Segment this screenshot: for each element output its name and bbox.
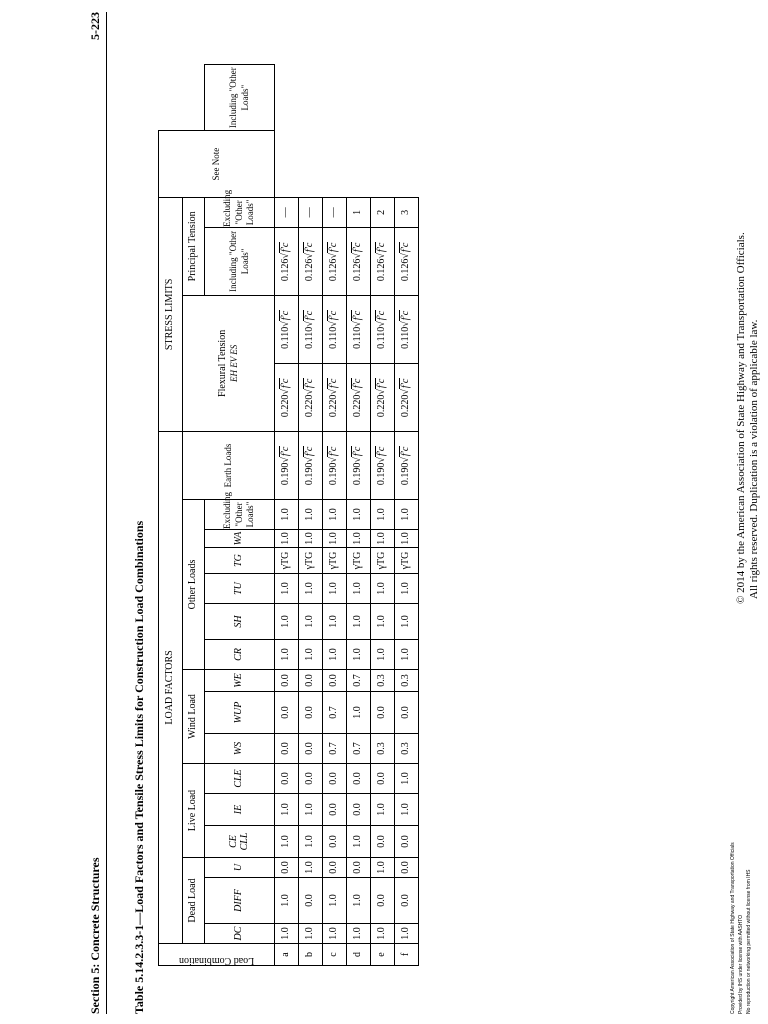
copyright-line-2: All rights reserved. Duplication is a violation of applicable law. [748,319,760,599]
col-header-tu: TU [205,574,275,604]
factor-cell: 0.0 [323,764,347,794]
load-factors-header: LOAD FACTORS [159,431,183,943]
factor-cell: 0.0 [323,794,347,826]
table-row [395,65,419,966]
factor-cell: 0.0 [275,858,299,878]
see-note-header: See Note [159,131,275,197]
live-load-header: Live Load [183,764,205,858]
other-loads-header: Other Loads [183,500,205,670]
stress-col-header-3: Including "Other Loads" [205,65,275,131]
factor-cell: 1.0 [299,530,323,548]
row-id: e [371,944,395,966]
col-header-u: U [205,858,275,878]
factor-cell: 1.0 [347,500,371,530]
factor-cell: 1.0 [299,574,323,604]
stress-cell: 0.110√f′c [275,295,299,363]
col-header-wa: WA [205,530,275,548]
license-line-3: No reproduction or networking permitted without license from IHS [746,869,752,1014]
factor-cell: 1.0 [275,794,299,826]
factor-cell: 0.0 [347,794,371,826]
stress-cell: 0.126√f′c [275,227,299,295]
col-header-diff: DIFF [205,878,275,924]
factor-cell: 1.0 [395,640,419,670]
factor-cell: 0.0 [395,826,419,858]
note-cell: — [323,197,347,227]
factor-cell: 0.7 [347,734,371,764]
col-header-dc: DC [205,924,275,944]
factor-cell: 1.0 [323,500,347,530]
factor-cell: 1.0 [371,500,395,530]
factor-cell: 0.0 [347,858,371,878]
factor-cell: 0.3 [395,670,419,692]
factor-cell: 1.0 [347,640,371,670]
page-number: 5-223 [88,12,102,40]
factor-cell: 1.0 [275,878,299,924]
col-header-tg: TG [205,548,275,574]
factor-cell: 1.0 [323,640,347,670]
factor-cell: 0.0 [299,670,323,692]
factor-cell: 0.0 [275,734,299,764]
factor-cell: 0.3 [371,670,395,692]
stress-cell: 0.190√f′c [395,431,419,499]
table-row [299,65,323,966]
factor-cell: 1.0 [323,878,347,924]
stress-cell: 0.126√f′c [299,227,323,295]
table-row [347,65,371,966]
stress-cell: 0.110√f′c [395,295,419,363]
factor-cell: 1.0 [299,858,323,878]
note-cell: — [299,197,323,227]
factor-cell: 0.0 [299,878,323,924]
factor-cell: 1.0 [395,500,419,530]
stress-cell: 0.110√f′c [347,295,371,363]
stress-cell: 0.190√f′c [299,431,323,499]
dead-load-header: Dead Load [183,858,205,944]
factor-cell: 1.0 [395,794,419,826]
stress-cell: 0.220√f′c [347,363,371,431]
stress-cell: 0.126√f′c [371,227,395,295]
stress-limits-header: STRESS LIMITS [159,197,183,431]
col-header-cr: CR [205,640,275,670]
factor-cell: 1.0 [395,924,419,944]
wind-load-header: Wind Load [183,670,205,764]
col-header-wup: WUP [205,692,275,734]
factor-cell: 1.0 [347,530,371,548]
factor-cell: 0.0 [371,764,395,794]
factor-cell: 1.0 [299,924,323,944]
copyright-line-1: © 2014 by the American Association of State Highway and Transportation Officials. [735,232,747,604]
table-row [323,65,347,966]
license-line-2: Provided by IHS under license with AASHTO [738,914,744,1014]
stress-cell: 0.110√f′c [323,295,347,363]
factor-cell: 1.0 [347,878,371,924]
factor-cell: 1.0 [299,500,323,530]
factor-cell: γTG [395,548,419,574]
stress-cell: 0.220√f′c [275,363,299,431]
factor-cell: 0.0 [299,734,323,764]
factor-cell: 1.0 [371,604,395,640]
factor-cell: 1.0 [275,574,299,604]
factor-cell: 1.0 [347,924,371,944]
factor-cell: 0.0 [371,878,395,924]
factor-cell: 1.0 [371,640,395,670]
note-cell: 2 [371,197,395,227]
table-row [371,65,395,966]
factor-cell: 0.0 [371,692,395,734]
factor-cell: 0.0 [323,826,347,858]
principal-tension-header: Principal Tension [183,197,205,295]
factor-cell: 1.0 [371,794,395,826]
factor-cell: 0.3 [371,734,395,764]
col-header-sh: SH [205,604,275,640]
stress-cell: 0.220√f′c [299,363,323,431]
factor-cell: γTG [299,548,323,574]
factor-cell: 0.0 [275,692,299,734]
stress-cell: 0.220√f′c [395,363,419,431]
earth-loads-cols: EH EV ES [228,344,239,383]
row-id: b [299,944,323,966]
col-header-cle: CLE [205,764,275,794]
factor-cell: 1.0 [395,764,419,794]
factor-cell: 1.0 [275,604,299,640]
stress-cell: 0.190√f′c [371,431,395,499]
factor-cell: 1.0 [275,826,299,858]
factor-cell: 0.0 [323,858,347,878]
stress-cell: 0.190√f′c [347,431,371,499]
col-header-ie: IE [205,794,275,826]
note-cell: 3 [395,197,419,227]
section-header: Section 5: Concrete Structures [88,12,107,1014]
factor-cell: 0.0 [395,858,419,878]
factor-cell: 1.0 [347,574,371,604]
factor-cell: 0.0 [299,692,323,734]
stress-limits-table [158,64,419,966]
factor-cell: 0.0 [347,764,371,794]
stress-cell: 0.126√f′c [323,227,347,295]
stress-cell: 0.220√f′c [371,363,395,431]
factor-cell: 1.0 [275,924,299,944]
factor-cell: 1.0 [395,574,419,604]
factor-cell: 0.7 [323,692,347,734]
factor-cell: 1.0 [395,604,419,640]
factor-cell: 1.0 [323,604,347,640]
factor-cell: γTG [275,548,299,574]
stress-cell: 0.126√f′c [347,227,371,295]
factor-cell: 0.0 [395,878,419,924]
factor-cell: 1.0 [275,640,299,670]
factor-cell: 1.0 [347,826,371,858]
factor-cell: 1.0 [323,574,347,604]
note-cell: 1 [347,197,371,227]
factor-cell: 1.0 [275,530,299,548]
factor-cell: γTG [347,548,371,574]
stress-col-header-0: Excluding "Other Loads" [205,500,275,530]
factor-cell: 0.7 [323,734,347,764]
factor-cell: 0.0 [323,670,347,692]
factor-cell: 1.0 [347,692,371,734]
column-header-row [205,65,275,966]
factor-cell: 0.7 [347,670,371,692]
stress-cell: 0.190√f′c [323,431,347,499]
col-header-ce-cll: CE CLL [205,826,275,858]
stress-cell: 0.110√f′c [371,295,395,363]
earth-loads-header: Earth Loads [183,431,275,499]
factor-cell: 0.0 [275,764,299,794]
factor-cell: 1.0 [275,500,299,530]
factor-cell: 0.3 [395,734,419,764]
factor-cell: 1.0 [395,530,419,548]
row-id: d [347,944,371,966]
license-line-1: Copyright American Association of State Highway and Transportation Officials [730,842,736,1014]
factor-cell: 1.0 [371,924,395,944]
factor-cell: 1.0 [299,640,323,670]
stress-col-header-1: Including "Other Loads" [205,227,275,295]
stress-cell: 0.110√f′c [299,295,323,363]
table-caption: Table 5.14.2.3.3-1—Load Factors and Tensile Stress Limits for Construction Load Combinations [132,520,146,1014]
row-id: a [275,944,299,966]
col-header-we: WE [205,670,275,692]
factor-cell: 1.0 [371,858,395,878]
factor-cell: 1.0 [371,530,395,548]
factor-cell: 0.0 [299,764,323,794]
factor-cell: 1.0 [323,924,347,944]
factor-cell: 1.0 [299,604,323,640]
factor-cell: γTG [323,548,347,574]
factor-cell: 1.0 [299,794,323,826]
row-id: c [323,944,347,966]
col-header-ws: WS [205,734,275,764]
factor-cell: 1.0 [323,530,347,548]
table-row [275,65,299,966]
factor-cell: 1.0 [347,604,371,640]
stress-cell: 0.190√f′c [275,431,299,499]
load-combination-header: Load Combination [159,944,275,966]
factor-cell: γTG [371,548,395,574]
stress-cell: 0.126√f′c [395,227,419,295]
row-id: f [395,944,419,966]
factor-cell: 0.0 [371,826,395,858]
note-cell: — [275,197,299,227]
factor-cell: 0.0 [395,692,419,734]
stress-cell: 0.220√f′c [323,363,347,431]
stress-col-header-2: Excluding "Other Loads" [205,197,275,227]
factor-cell: 1.0 [299,826,323,858]
factor-cell: 1.0 [371,574,395,604]
factor-cell: 0.0 [275,670,299,692]
flexural-tension-header: Flexural Tension EH EV ES [183,295,275,431]
